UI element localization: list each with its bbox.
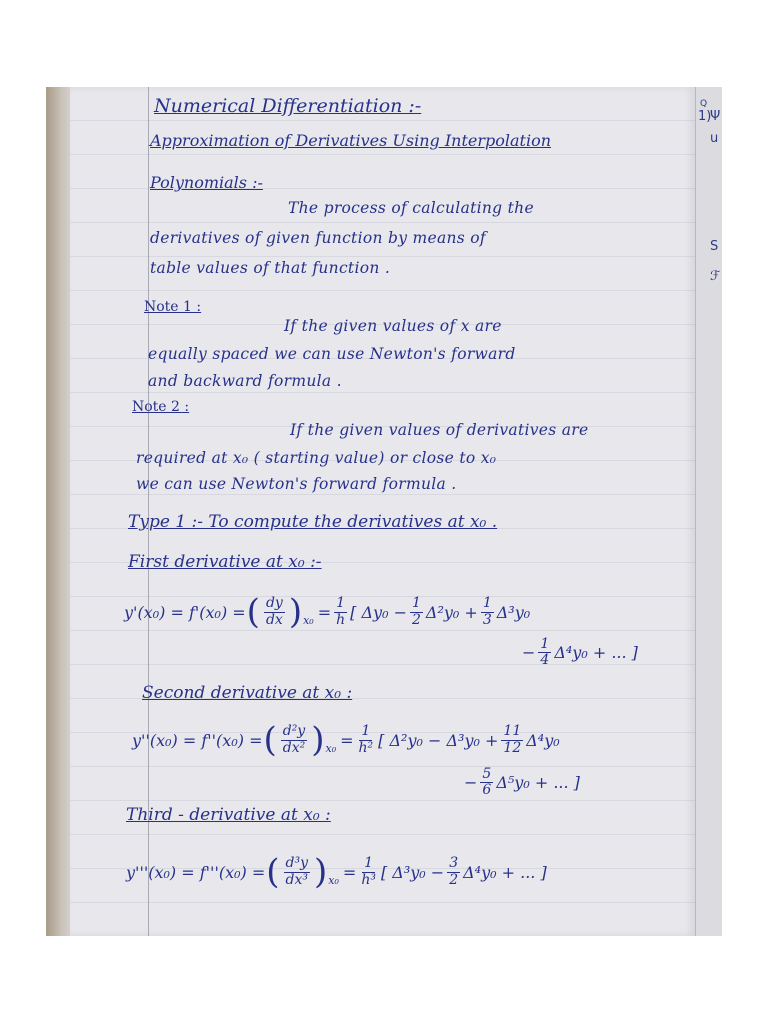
notebook-page [70, 87, 695, 936]
first-derivative-title: First derivative at x₀ :- [128, 552, 322, 572]
first-frac-1: $\frac{1}{2}$ [411, 595, 421, 628]
first-frac-3: $\frac{1}{4}$ [540, 636, 550, 669]
first-coefficient: $\frac{1}{h}$ [336, 595, 346, 628]
note-2-line-2: required at x₀ ( starting value) or close to x₀ [136, 449, 497, 467]
open-paren: ( [246, 592, 260, 632]
second-frac-2: $\frac{5}{6}$ [482, 766, 492, 799]
note-1-line-3: and backward formula . [148, 372, 342, 390]
second-lhs: y''(x₀) = f''(x₀) = [132, 730, 263, 750]
third-lhs: y'''(x₀) = f'''(x₀) = [126, 862, 266, 882]
first-derivative-fraction: $\frac{dy}{dx}$ [265, 595, 283, 628]
third-derivative-fraction: $\frac{\text{d³y}}{\text{dx³}}$ [285, 855, 309, 888]
notebook-photo [46, 87, 722, 936]
adjacent-mark-u: u [710, 131, 719, 146]
type-1-heading: Type 1 :- To compute the derivatives at x₀ . [128, 512, 498, 532]
second-frac-1: $\frac{11}{12}$ [503, 723, 522, 756]
first-lhs: y'(x₀) = f'(x₀) = [124, 602, 246, 622]
adjacent-mark-number: 1) [698, 109, 712, 124]
close-paren: ) [288, 592, 303, 632]
page-title: Numerical Differentiation :- [154, 95, 422, 117]
note-2-line-3: we can use Newton's forward formula . [136, 475, 457, 493]
adjacent-mark-small: Ψ [710, 109, 721, 124]
note-1-line-1: If the given values of x are [284, 317, 502, 335]
second-derivative-fraction: $\frac{\text{d²y}}{\text{dx²}}$ [282, 723, 306, 756]
note-1-line-2: equally spaced we can use Newton's forward [148, 345, 516, 363]
third-term-2: Δ⁴y₀ + ... ] [463, 862, 547, 882]
adjacent-mark-char: ℱ [710, 269, 721, 284]
first-derivative-continuation: − $\frac{1}{4}$ Δ⁴y₀ + ... ] [522, 636, 638, 669]
intro-line-3: table values of that function . [150, 259, 391, 277]
first-term-3: Δ³y₀ [496, 602, 531, 622]
note-2-line-1: If the given values of derivatives are [290, 421, 589, 439]
third-frac-1: $\frac{3}{2}$ [449, 855, 459, 888]
first-derivative-formula: y'(x₀) = f'(x₀) = ( $\frac{dy}{dx}$ ) x₀ = $\frac{1}{h}$ [ Δy₀ − $\frac{1}{2}$ Δ²y₀ + $\frac{1}{3}$ Δ³y₀ [124, 592, 531, 632]
intro-line-2: derivatives of given function by means of [150, 229, 486, 247]
third-derivative-formula: y'''(x₀) = f'''(x₀) = ( $\frac{\text{d³y}}{\text{dx³}}$ ) x₀ = $\frac{1}{\text{h³}}$ [ Δ³y₀ − $\frac{3}{2}$ Δ⁴y₀ + ... ] [126, 852, 547, 892]
first-term-1: [ Δy₀ − [350, 602, 407, 622]
second-coefficient: $\frac{1}{\text{h²}}$ [358, 723, 374, 756]
first-term-2: Δ²y₀ + [425, 602, 478, 622]
close-paren: ) [314, 852, 328, 892]
eval-point: x₀ [325, 742, 337, 755]
adjacent-mark-s: S [710, 239, 719, 254]
close-paren: ) [311, 720, 325, 760]
table-edge [46, 87, 72, 936]
third-coefficient: $\frac{1}{\text{h³}}$ [361, 855, 376, 888]
second-term-2: Δ⁴y₀ [526, 730, 560, 750]
second-derivative-continuation: − $\frac{5}{6}$ Δ⁵y₀ + ... ] [464, 766, 580, 799]
first-frac-2: $\frac{1}{3}$ [482, 595, 492, 628]
eval-point: x₀ [328, 874, 339, 887]
section-heading-line1: Approximation of Derivatives Using Interpolation [150, 131, 552, 150]
note-2-label: Note 2 : [132, 399, 190, 415]
note-1-label: Note 1 : [144, 299, 202, 315]
third-term-1: [ Δ³y₀ − [380, 862, 445, 882]
second-derivative-formula: y''(x₀) = f''(x₀) = ( $\frac{\text{d²y}}{\text{dx²}}$ ) x₀ = $\frac{1}{\text{h²}}$ [ Δ²y₀ − Δ³y₀ + $\frac{11}{12}$ Δ⁴y₀ [132, 720, 560, 760]
second-derivative-title: Second derivative at x₀ : [142, 683, 353, 703]
eval-point: x₀ [303, 614, 314, 627]
section-heading-line2: Polynomials :- [150, 173, 263, 192]
intro-line-1: The process of calculating the [288, 199, 534, 217]
third-derivative-title: Third - derivative at x₀ : [126, 805, 331, 825]
adjacent-mark-top: Q [700, 99, 708, 109]
second-term-1: [ Δ²y₀ − Δ³y₀ + [378, 730, 499, 750]
open-paren: ( [263, 720, 277, 760]
open-paren: ( [266, 852, 280, 892]
adjacent-page [695, 87, 722, 936]
